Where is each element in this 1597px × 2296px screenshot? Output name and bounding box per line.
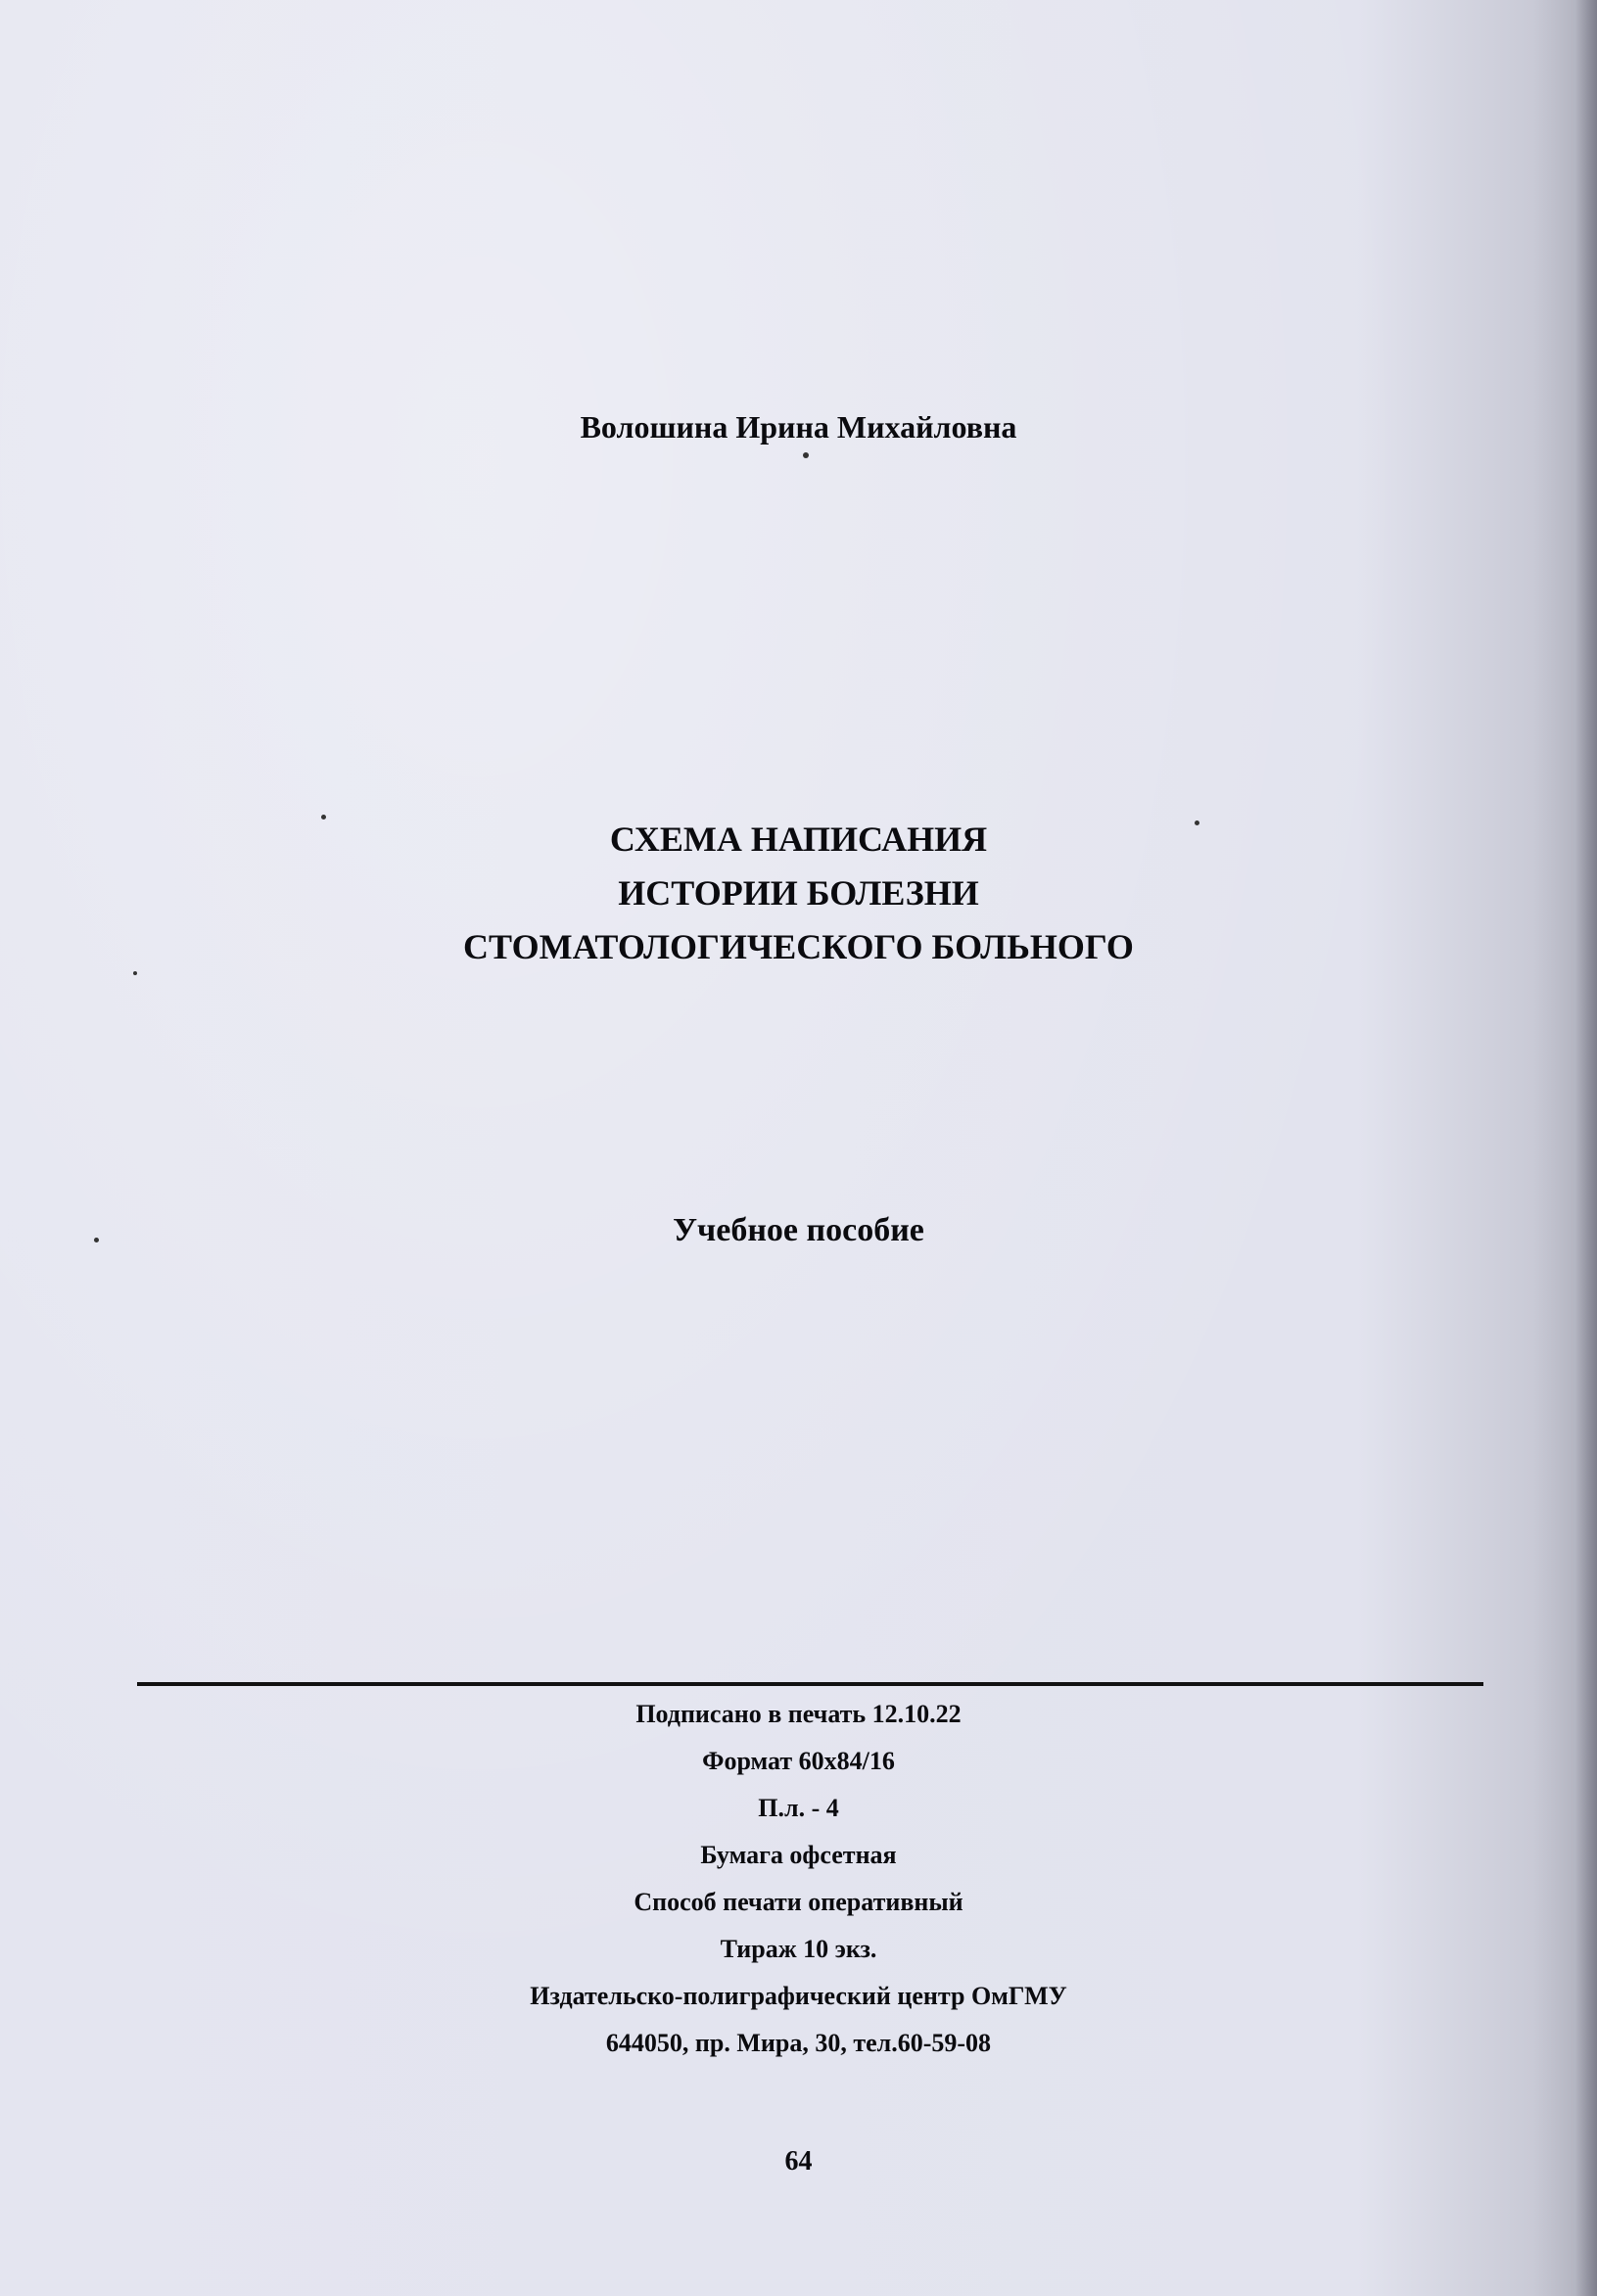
imprint-publisher: Издательско-полиграфический центр ОмГМУ [530,1982,1067,2010]
imprint-address: 644050, пр. Мира, 30, тел.60-59-08 [605,2029,992,2057]
title-line-1: СХЕМА НАПИСАНИЯ [609,820,988,859]
ink-speck [94,1238,99,1242]
imprint-block [0,1691,1597,2067]
imprint-print-method: Способ печати оперативный [634,1888,963,1916]
ink-speck [321,815,326,820]
imprint-paper: Бумага офсетная [700,1841,897,1869]
imprint-sheets: П.л. - 4 [758,1794,839,1822]
author-name: Волошина Ирина Михайловна [580,409,1017,445]
page-number: 64 [784,2146,813,2177]
imprint-divider [137,1682,1483,1686]
ink-speck [133,971,137,975]
ink-speck [803,452,809,458]
book-title [0,813,1597,974]
ink-speck [1195,820,1199,825]
imprint-signed-date: Подписано в печать 12.10.22 [635,1700,962,1728]
title-line-2: ИСТОРИИ БОЛЕЗНИ [618,873,979,913]
publication-genre: Учебное пособие [673,1212,924,1248]
imprint-print-run: Тираж 10 экз. [720,1935,877,1963]
title-line-3: СТОМАТОЛОГИЧЕСКОГО БОЛЬНОГО [463,927,1134,966]
imprint-format: Формат 60х84/16 [702,1747,895,1775]
